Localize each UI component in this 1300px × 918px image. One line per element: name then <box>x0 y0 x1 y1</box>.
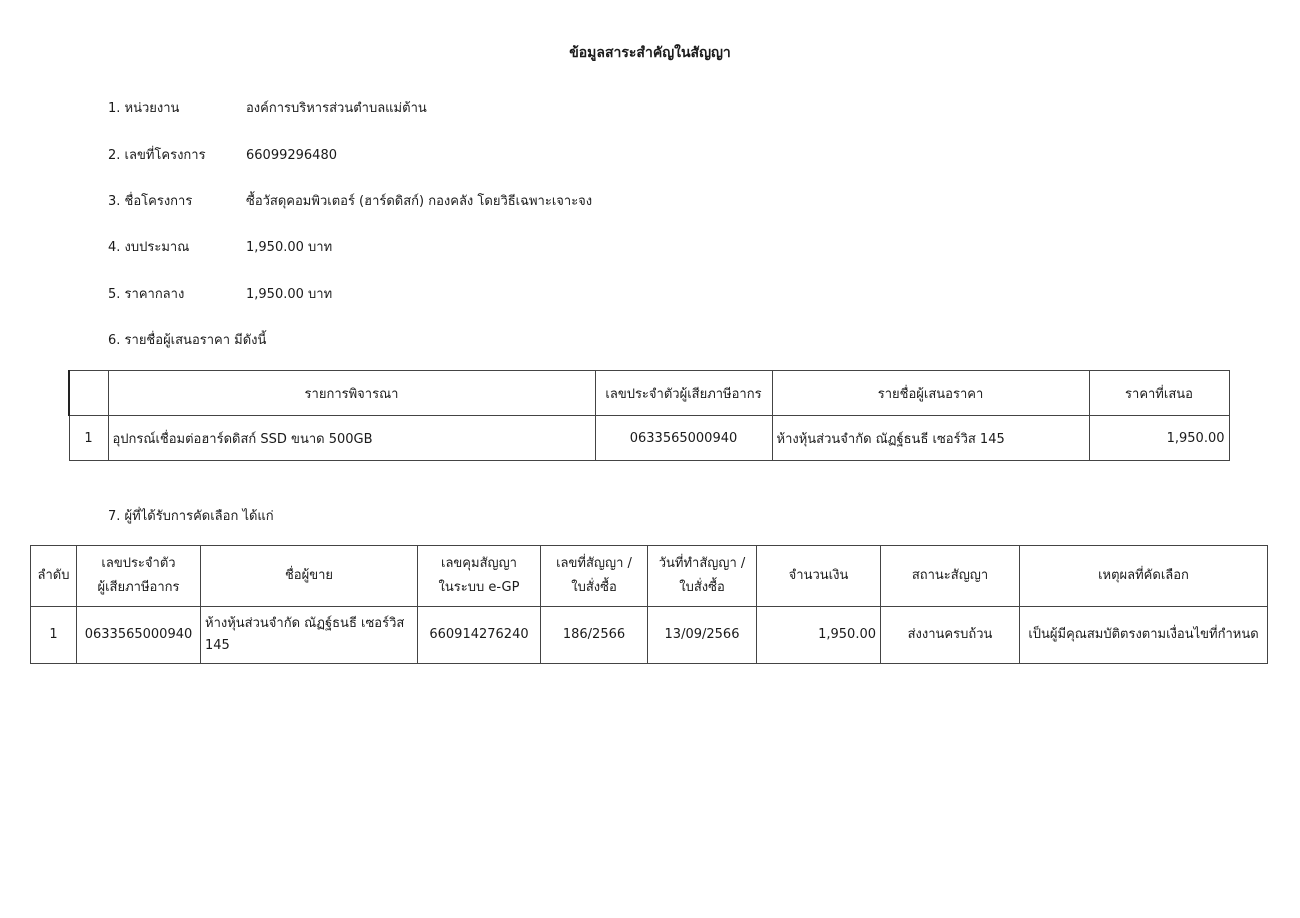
table-cell: ส่งงานครบถ้วน <box>881 607 1020 664</box>
info-value: 1,950.00 บาท <box>246 240 333 255</box>
header-line: เลขที่สัญญา / <box>556 556 632 571</box>
document-title: ข้อมูลสาระสำคัญในสัญญา <box>569 45 731 61</box>
table-header-cell <box>757 546 881 607</box>
table-cell: 660914276240 <box>418 607 541 664</box>
table-cell: 0633565000940 <box>595 416 772 461</box>
info-label: 1. หน่วยงาน <box>108 101 180 116</box>
table-header-cell <box>31 546 77 607</box>
header-line: จำนวนเงิน <box>788 568 849 583</box>
table-header-cell <box>1020 546 1268 607</box>
table-header-cell <box>201 546 418 607</box>
info-label: 3. ชื่อโครงการ <box>108 194 193 209</box>
table-cell: ห้างหุ้นส่วนจำกัด ณัฏฐ์ธนธี เซอร์วิส 145 <box>772 416 1089 461</box>
table-cell: 13/09/2566 <box>648 607 757 664</box>
info-label: 2. เลขที่โครงการ <box>108 148 206 163</box>
info-row-median-price <box>108 283 332 304</box>
table-header-cell <box>881 546 1020 607</box>
info-value: ซื้อวัสดุคอมพิวเตอร์ (ฮาร์ดดิสก์) กองคลัง โดยวิธีเฉพาะเจาะจง <box>246 194 593 209</box>
table-cell: เป็นผู้มีคุณสมบัติตรงตามเงื่อนไขที่กำหนด <box>1020 607 1268 664</box>
info-row-project-number <box>108 144 337 165</box>
info-label: 5. ราคากลาง <box>108 287 185 302</box>
header-line: ใบสั่งซื้อ <box>571 580 617 595</box>
info-row-agency <box>108 97 427 118</box>
table-header-cell <box>69 371 108 416</box>
table-cell: 1 <box>31 607 77 664</box>
info-row-project-name <box>108 190 592 211</box>
table-row <box>69 416 1229 461</box>
table-cell: 1,950.00 <box>1089 416 1229 461</box>
winners-table <box>30 545 1268 664</box>
table-header-cell <box>77 546 201 607</box>
table-header-cell: รายการพิจารณา <box>108 371 595 416</box>
table-cell: ห้างหุ้นส่วนจำกัด ณัฏฐ์ธนธี เซอร์วิส 145 <box>201 607 418 664</box>
header-line: ใบสั่งซื้อ <box>679 580 725 595</box>
table-header-cell <box>541 546 648 607</box>
table-cell: 0633565000940 <box>77 607 201 664</box>
table-cell: อุปกรณ์เชื่อมต่อฮาร์ดดิสก์ SSD ขนาด 500GB <box>108 416 595 461</box>
table-header-cell: รายชื่อผู้เสนอราคา <box>772 371 1089 416</box>
info-value: 66099296480 <box>246 148 337 163</box>
table-header-cell <box>648 546 757 607</box>
header-line: สถานะสัญญา <box>911 568 989 583</box>
table-cell: 1,950.00 <box>757 607 881 664</box>
header-line: เลขประจำตัว <box>101 556 176 571</box>
table-header-cell: เลขประจำตัวผู้เสียภาษีอากร <box>595 371 772 416</box>
header-line: ผู้เสียภาษีอากร <box>97 580 180 595</box>
header-line: เหตุผลที่คัดเลือก <box>1098 568 1189 583</box>
info-row-budget <box>108 236 332 257</box>
table-header-row <box>31 546 1268 607</box>
table-header-cell: ราคาที่เสนอ <box>1089 371 1229 416</box>
table-header-cell <box>418 546 541 607</box>
header-line: ในระบบ e-GP <box>438 580 520 595</box>
header-line: วันที่ทำสัญญา / <box>658 556 746 571</box>
info-label: 4. งบประมาณ <box>108 240 190 255</box>
header-line: เลขคุมสัญญา <box>441 556 517 571</box>
table-cell: 186/2566 <box>541 607 648 664</box>
table-header-row <box>69 371 1229 416</box>
winners-heading: 7. ผู้ที่ได้รับการคัดเลือก ได้แก่ <box>108 509 274 524</box>
bidders-table <box>68 370 1230 461</box>
info-value: องค์การบริหารส่วนตำบลแม่ต้าน <box>246 101 427 116</box>
header-line: ลำดับ <box>37 568 70 583</box>
table-cell: 1 <box>69 416 108 461</box>
header-line: ชื่อผู้ขาย <box>284 568 334 583</box>
info-value: 1,950.00 บาท <box>246 287 333 302</box>
bidders-heading: 6. รายชื่อผู้เสนอราคา มีดังนี้ <box>108 333 267 348</box>
table-row <box>31 607 1268 664</box>
